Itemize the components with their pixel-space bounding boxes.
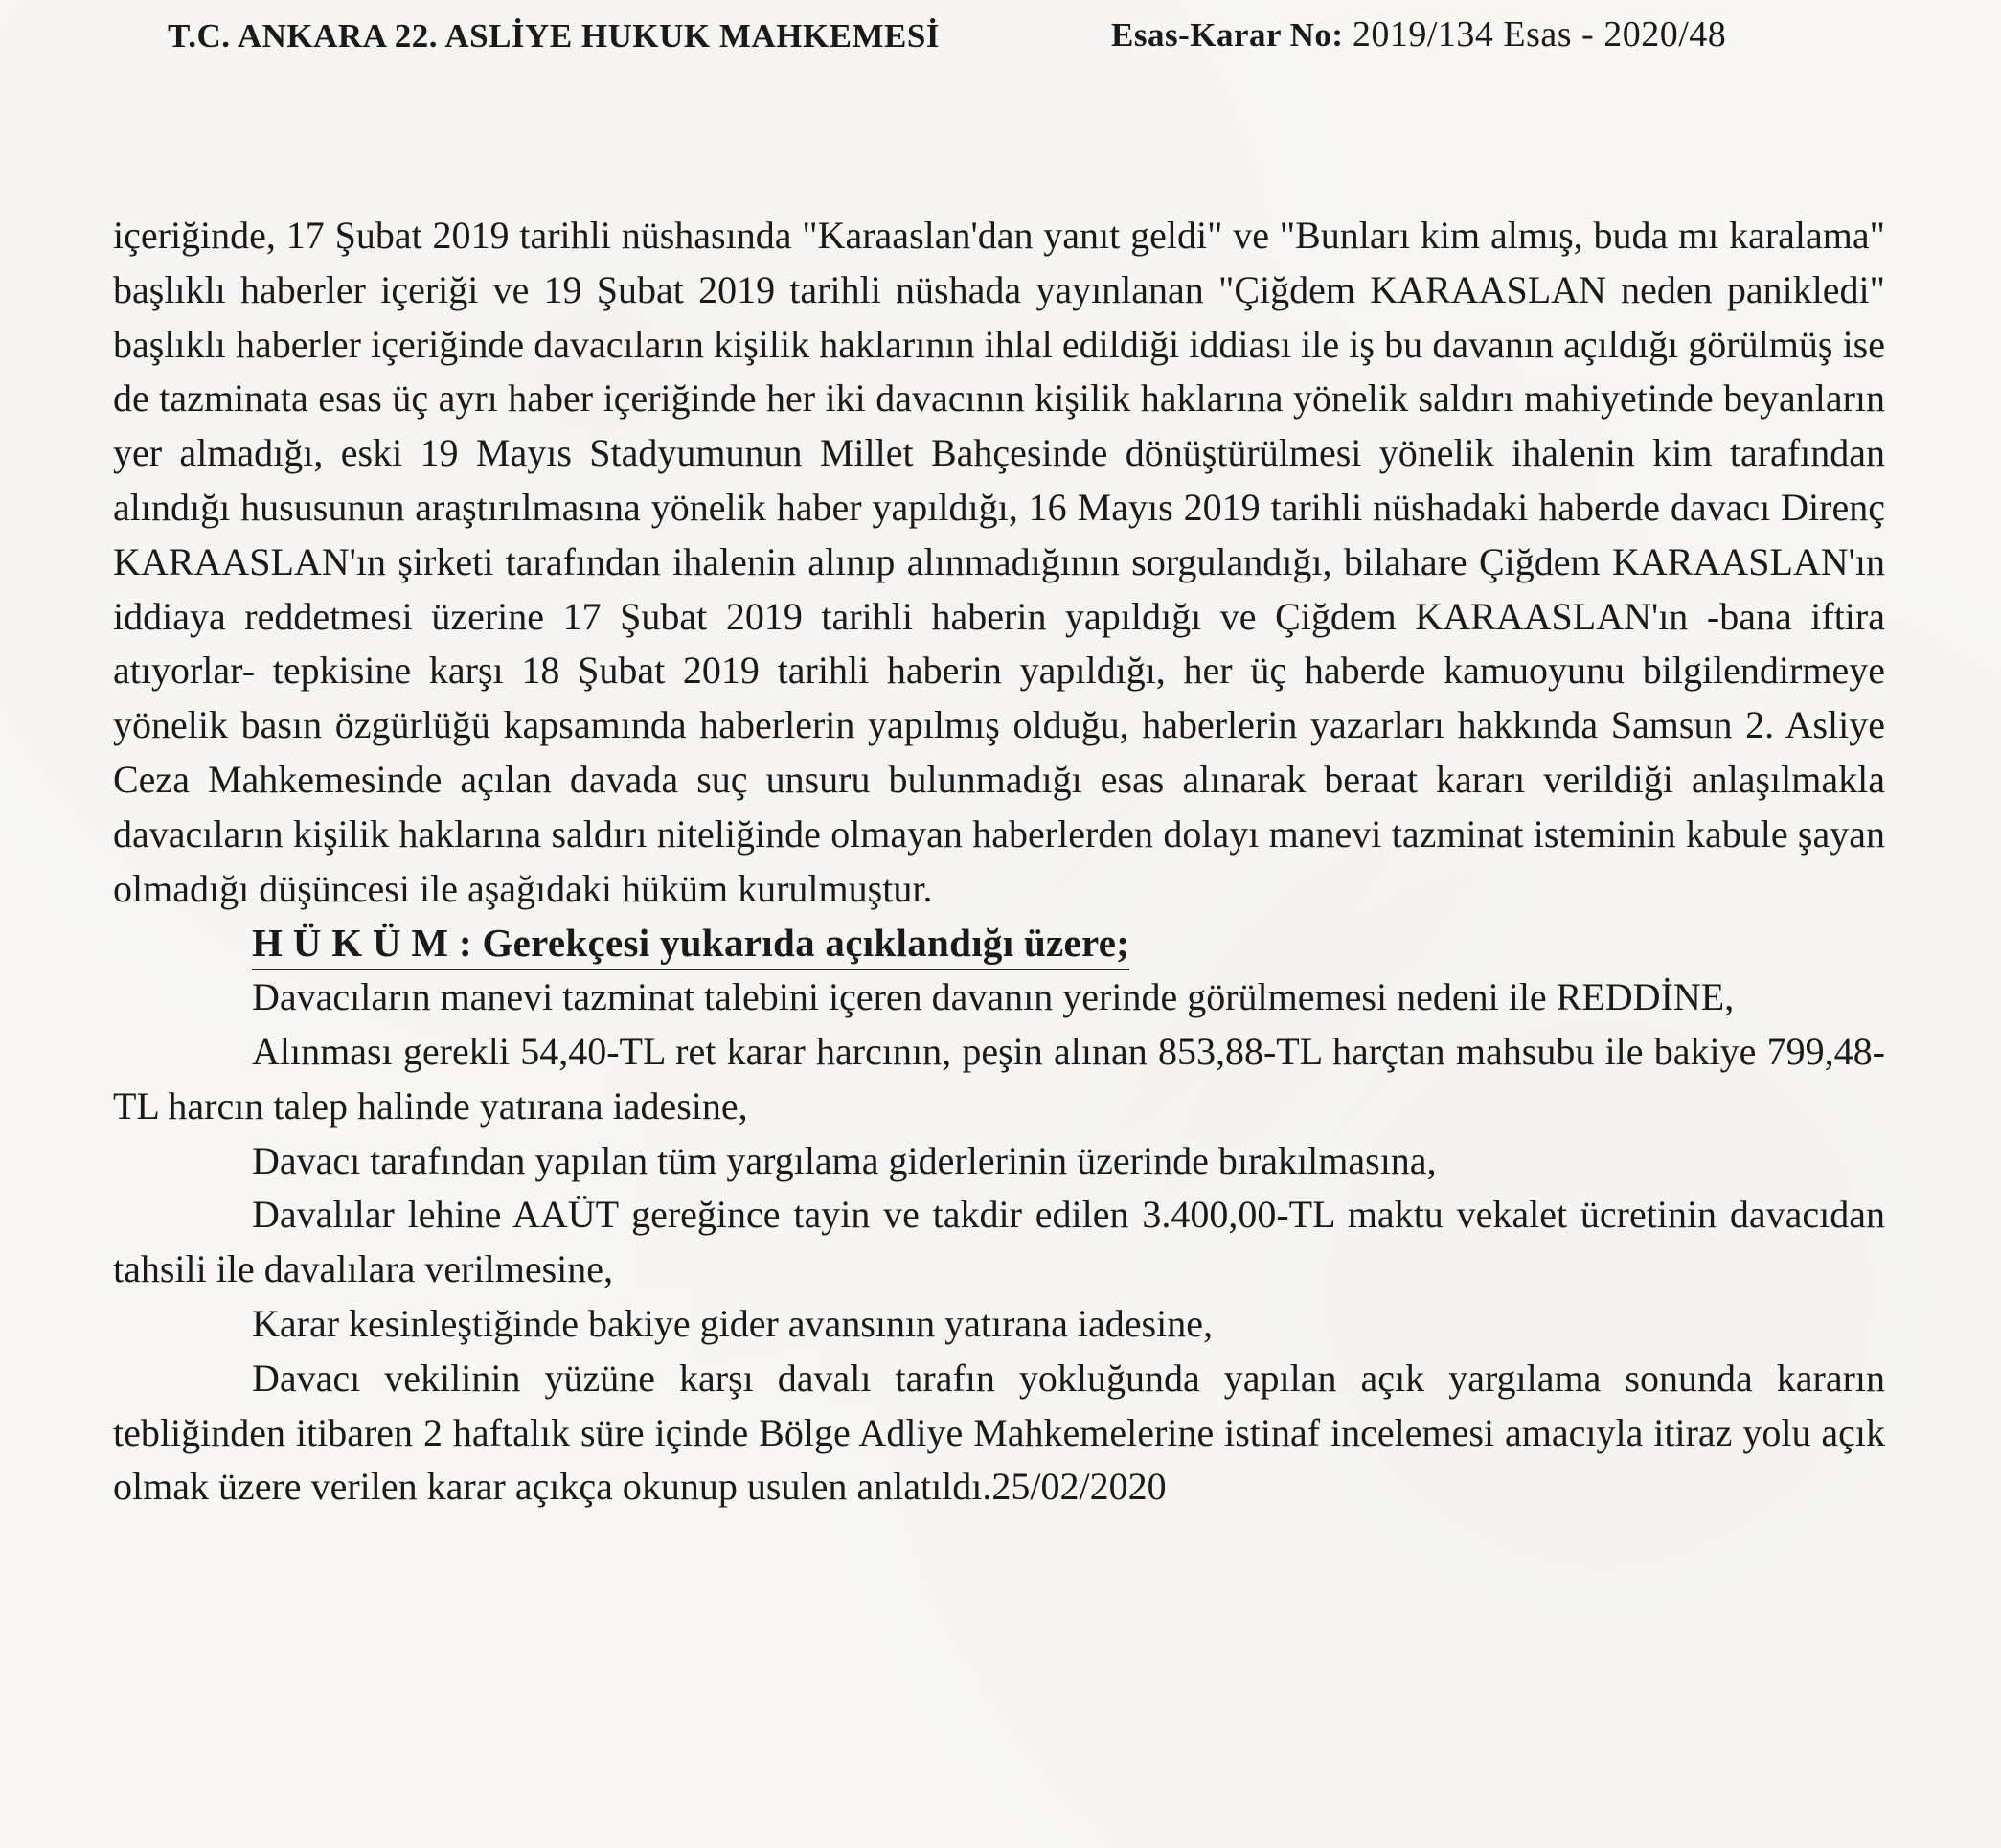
document-header (168, 8, 1968, 65)
case-number-label: Esas-Karar No: (1111, 16, 1344, 54)
document-body (113, 209, 1885, 1515)
verdict-item: Karar kesinleştiğinde bakiye gider avansının yatırana iadesine, (252, 1301, 1213, 1345)
verdict-item: Davacı tarafından yapılan tüm yargılama giderlerinin üzerinde bırakılmasına, (252, 1138, 1437, 1182)
verdict-heading (113, 916, 1885, 970)
court-name: T.C. ANKARA 22. ASLİYE HUKUK MAHKEMESİ (168, 17, 940, 55)
case-number-value: 2019/134 Esas - 2020/48 (1352, 14, 1727, 55)
verdict-item: Davacı vekilinin yüzüne karşı davalı tarafın yokluğunda yapılan açık yargılama sonunda kararın tebliğinden itibaren 2 haftalık süre içinde Bölge Adliye Mahkemelerine istinaf incelemesi amacıyla itiraz yolu açık olmak üzere verilen karar açıkça okunup usulen anlatıldı.25/02/2020 (113, 1356, 1885, 1509)
reasoning-paragraph: içeriğinde, 17 Şubat 2019 tarihli nüshasında "Karaaslan'dan yanıt geldi" ve "Bunları kim almış, buda mı karalama" başlıklı haberler içeriği ve 19 Şubat 2019 tarihli nüshada yayınlanan "Çiğdem KARAASLAN neden panikledi" başlıklı haberler içeriğinde davacıların kişilik haklarının ihlal edildiği iddiası ile iş bu davanın açıldığı görülmüş ise de tazminata esas üç ayrı haber içeriğinde her iki davacının kişilik haklarına yönelik saldırı mahiyetinde beyanların yer almadığı, eski 19 Mayıs Stadyumunun Millet Bahçesinde dönüştürülmesi yönelik ihalenin kim tarafından alındığı hususunun araştırılmasına yönelik haber yapıldığı, 16 Mayıs 2019 tarihli nüshadaki haberde davacı Direnç KARAASLAN'ın şirketi tarafından ihalenin alınıp alınmadığının sorgulandığı, bilahare Çiğdem KARAASLAN'ın iddiaya reddetmesi üzerine 17 Şubat 2019 tarihli haberin yapıldığı ve Çiğdem KARAASLAN'ın -bana iftira atıyorlar- tepkisine karşı 18 Şubat 2019 tarihli haberin yapıldığı, her üç haberde kamuoyunu bilgilendirmeye yönelik basın özgürlüğü kapsamında haberlerin yapılmış olduğu, haberlerin yazarları hakkında Samsun 2. Asliye Ceza Mahkemesinde açılan davada suç unsuru bulunmadığı esas alınarak beraat kararı verildiği anlaşılmakla davacıların kişilik haklarına saldırı niteliğinde olmayan haberlerden dolayı manevi tazminat isteminin kabule şayan olmadığı düşüncesi ile aşağıdaki hüküm kurulmuştur. (113, 214, 1885, 910)
verdict-item: Alınması gerekli 54,40-TL ret karar harcının, peşin alınan 853,88-TL harçtan mahsubu ile bakiye 799,48-TL harcın talep halinde yatırana iadesine, (113, 1029, 1885, 1128)
verdict-heading-text: H Ü K Ü M : Gerekçesi yukarıda açıklandığı üzere; (252, 921, 1129, 970)
verdict-item: Davacıların manevi tazminat talebini içeren davanın yerinde görülmemesi nedeni ile REDDİNE, (252, 975, 1735, 1019)
verdict-item: Davalılar lehine AAÜT gereğince tayin ve takdir edilen 3.400,00-TL maktu vekalet ücretinin davacıdan tahsili ile davalılara verilmesine, (113, 1193, 1885, 1291)
case-number-line (1111, 13, 1726, 56)
